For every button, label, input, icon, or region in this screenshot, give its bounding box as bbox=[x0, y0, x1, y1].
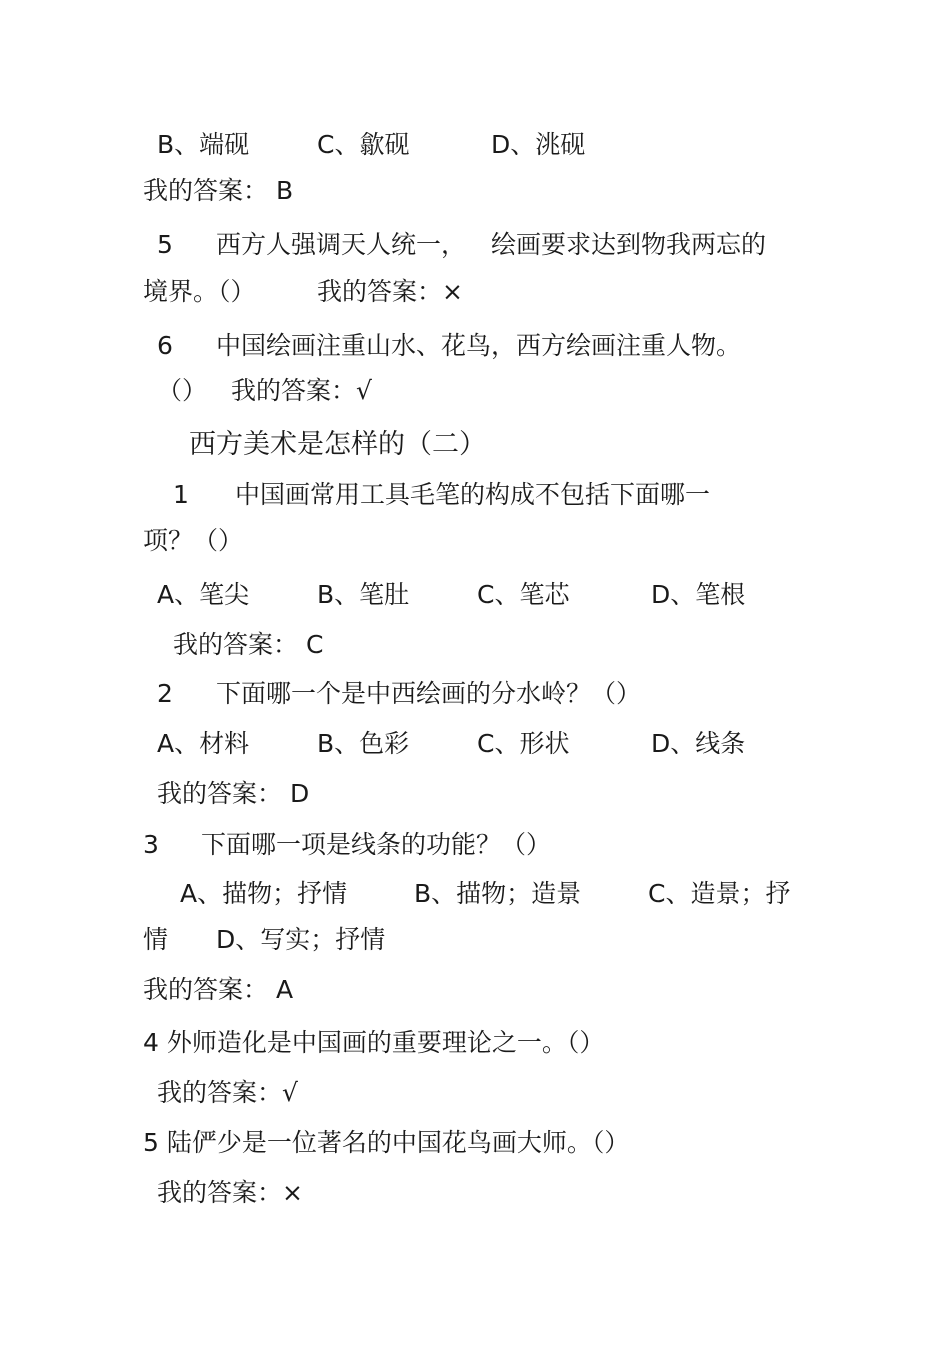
option-d: D、笔根 bbox=[651, 580, 746, 609]
option-b: B、描物；造景 bbox=[414, 879, 582, 908]
answer: 我的答案：√ bbox=[231, 376, 372, 405]
option-c-cont: 情 bbox=[143, 925, 169, 954]
question-number: 6 bbox=[157, 331, 173, 360]
option-b: B、端砚 bbox=[157, 130, 250, 159]
question-text: 中国绘画注重山水、花鸟，西方绘画注重人物。 bbox=[216, 331, 742, 360]
option-a: A、材料 bbox=[157, 729, 250, 758]
answer: 我的答案：× bbox=[317, 277, 463, 306]
q2-answer: 我的答案： D bbox=[157, 779, 310, 808]
option-a: A、描物；抒情 bbox=[180, 879, 348, 908]
option-d: D、线条 bbox=[651, 729, 746, 758]
question-text-end: 境界。（） bbox=[143, 277, 256, 306]
question-text-cont: 绘画要求达到物我两忘的 bbox=[491, 230, 767, 259]
q3-answer: 我的答案： A bbox=[143, 975, 294, 1004]
question-text: 中国画常用工具毛笔的构成不包括下面哪一 bbox=[235, 480, 711, 509]
option-d: D、写实；抒情 bbox=[216, 925, 386, 954]
q5-answer: 我的答案：× bbox=[157, 1178, 303, 1207]
question-text-end: （） bbox=[157, 376, 208, 405]
question-text: 下面哪一个是中西绘画的分水岭？（） bbox=[216, 679, 642, 708]
prev-q4-answer: 我的答案： B bbox=[143, 176, 294, 205]
option-c: C、造景；抒 bbox=[648, 879, 791, 908]
option-b: B、笔肚 bbox=[317, 580, 410, 609]
option-c: C、歙砚 bbox=[317, 130, 410, 159]
option-c: C、笔芯 bbox=[477, 580, 570, 609]
question-number: 5 bbox=[157, 230, 173, 259]
q4-answer: 我的答案：√ bbox=[157, 1078, 298, 1107]
question-text: 西方人强调天人统一， bbox=[216, 230, 467, 259]
option-a: A、笔尖 bbox=[157, 580, 250, 609]
question-number: 3 bbox=[143, 830, 159, 859]
q5-line: 5 陆俨少是一位著名的中国花鸟画大师。（） bbox=[143, 1128, 630, 1157]
section-title: 西方美术是怎样的（二） bbox=[189, 429, 486, 460]
q1-answer: 我的答案： C bbox=[173, 630, 324, 659]
option-d: D、洮砚 bbox=[491, 130, 586, 159]
question-number: 1 bbox=[173, 480, 189, 509]
q1-line2: 项？（） bbox=[143, 526, 244, 555]
q4-line: 4 外师造化是中国画的重要理论之一。（） bbox=[143, 1028, 605, 1057]
option-c: C、形状 bbox=[477, 729, 570, 758]
question-text: 下面哪一项是线条的功能？（） bbox=[201, 830, 552, 859]
question-number: 2 bbox=[157, 679, 173, 708]
option-b: B、色彩 bbox=[317, 729, 410, 758]
